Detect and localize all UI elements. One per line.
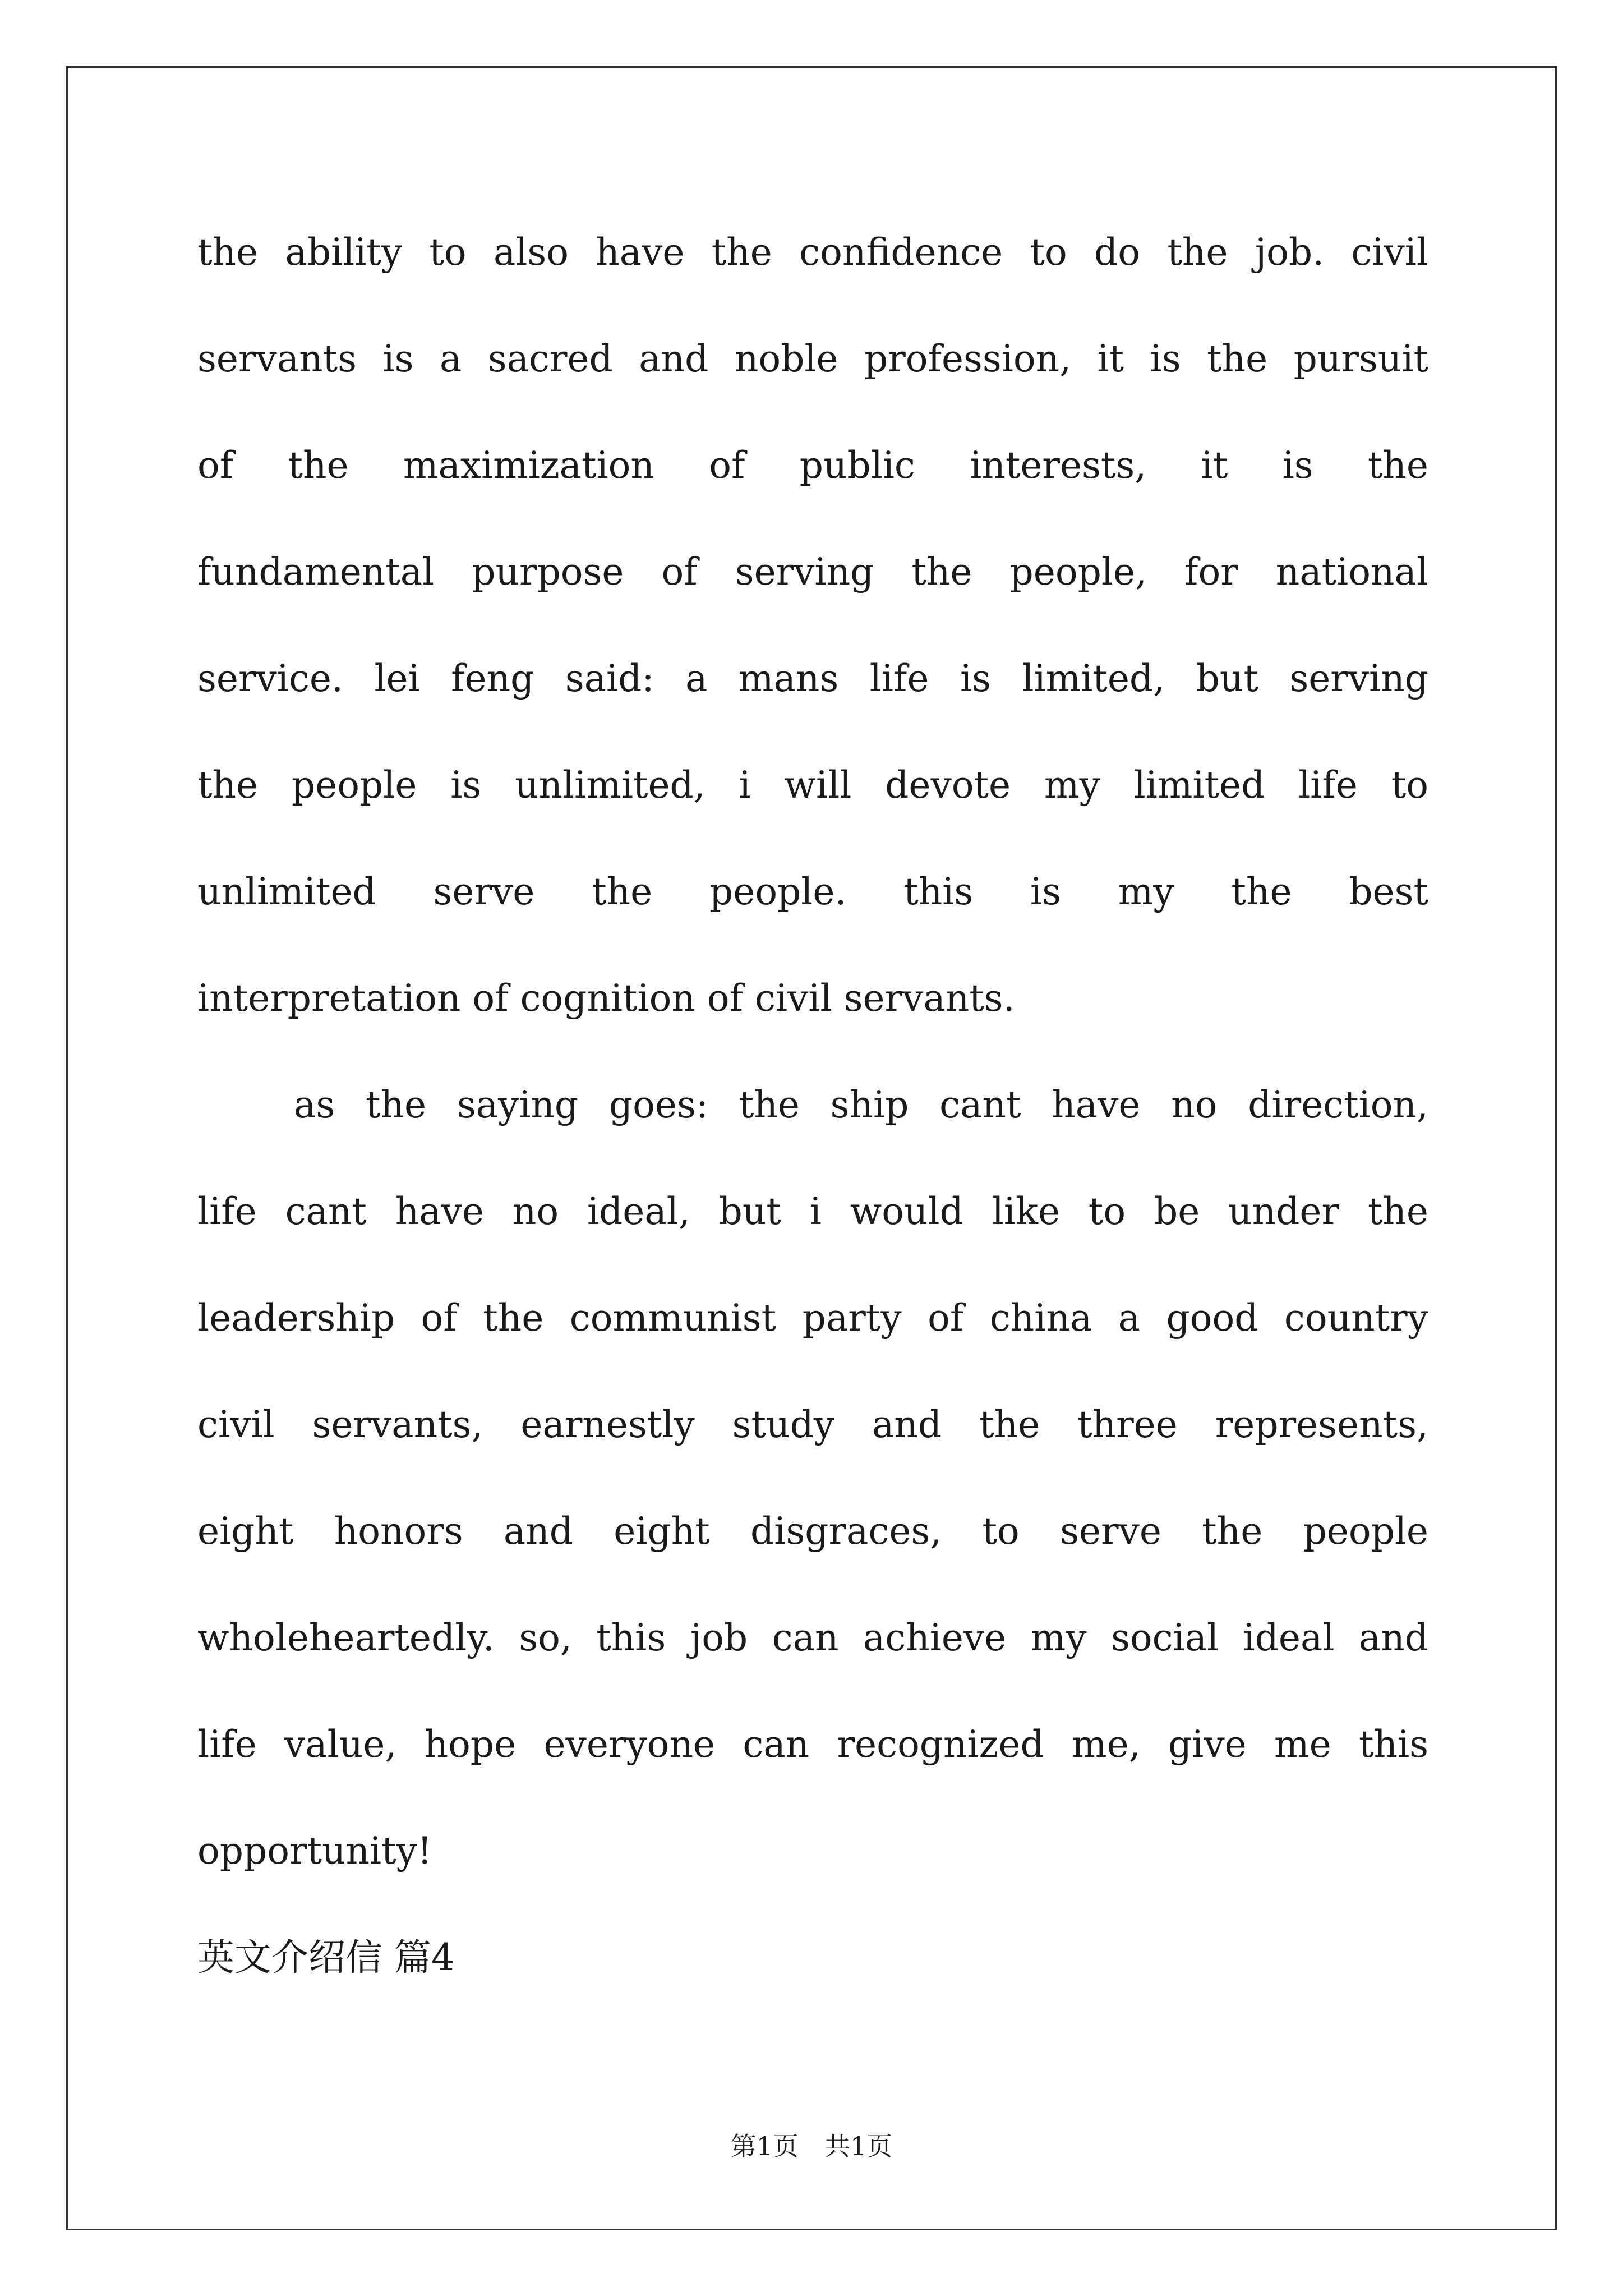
text-line: interpretation of cognition of civil servants. (197, 977, 1015, 1020)
section-heading: 英文介绍信 篇4 (197, 1936, 455, 1979)
text-line: service. lei feng said: a mans life is limited, but serving (197, 657, 1428, 700)
text-line: life value, hope everyone can recognized me, give me this (197, 1723, 1428, 1766)
document-body (197, 213, 1428, 2008)
text-line: as the saying goes: the ship cant have no direction, (294, 1083, 1428, 1126)
text-line: wholeheartedly. so, this job can achieve my social ideal and (197, 1616, 1428, 1659)
page-number: 第1页 共1页 (730, 2131, 893, 2161)
text-line: the ability to also have the confidence to do the job. civil (197, 231, 1428, 274)
text-line: the people is unlimited, i will devote my limited life to (197, 763, 1428, 807)
text-line: unlimited serve the people. this is my the best (197, 870, 1428, 913)
text-line: civil servants, earnestly study and the three represents, (197, 1403, 1428, 1446)
text-line: servants is a sacred and noble profession, it is the pursuit (197, 337, 1428, 380)
text-line: of the maximization of public interests, it is the (197, 444, 1428, 487)
text-line: leadership of the communist party of china a good country (197, 1296, 1428, 1340)
paragraph-1 (197, 213, 1428, 1066)
text-line: fundamental purpose of serving the people, for national (197, 550, 1428, 593)
text-line: life cant have no ideal, but i would like to be under the (197, 1190, 1428, 1233)
text-line: opportunity! (197, 1829, 432, 1872)
text-line: eight honors and eight disgraces, to serve the people (197, 1510, 1428, 1553)
paragraph-2 (197, 1066, 1428, 1918)
